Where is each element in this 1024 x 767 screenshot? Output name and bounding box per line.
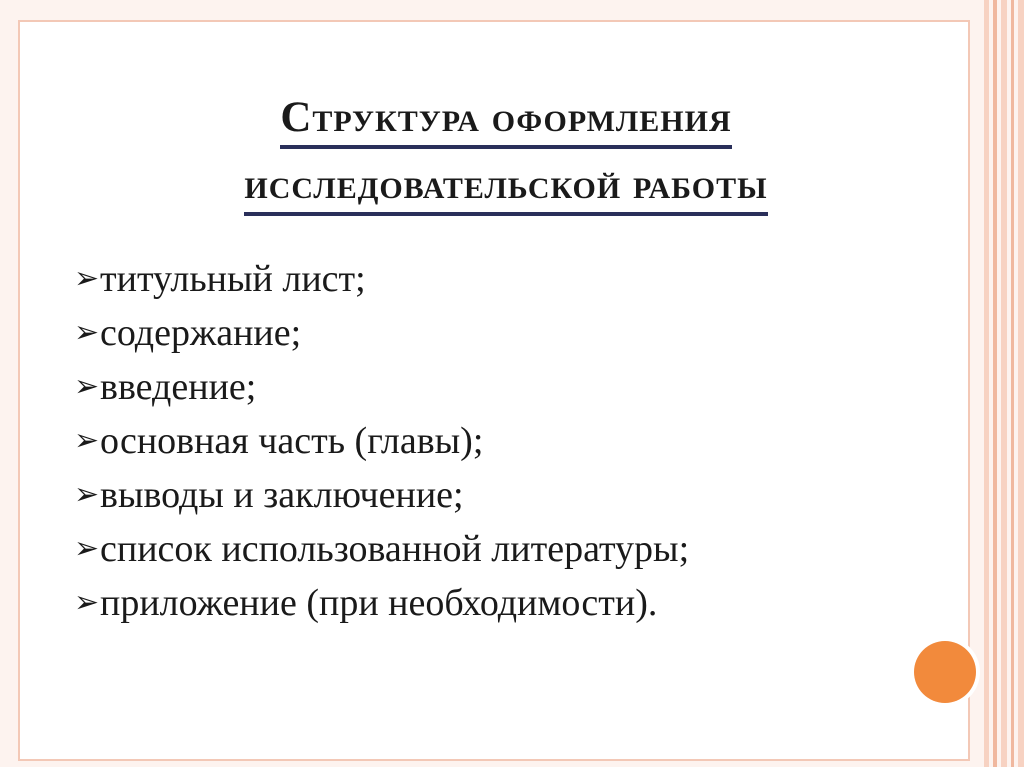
arrow-bullet-icon: ➢ — [74, 315, 100, 350]
arrow-bullet-icon: ➢ — [74, 423, 100, 458]
list-item — [74, 414, 689, 468]
title-line-1: Структура оформления — [280, 96, 731, 149]
list-item-text: выводы и заключение; — [100, 474, 464, 516]
title-line-2: исследовательской работы — [244, 163, 767, 216]
slide-title — [0, 96, 1012, 216]
arrow-bullet-icon: ➢ — [74, 477, 100, 512]
arrow-bullet-icon: ➢ — [74, 261, 100, 296]
orange-circle-decoration — [914, 641, 976, 703]
list-item-text: приложение (при необходимости). — [100, 582, 658, 624]
list-item-text: содержание; — [100, 312, 302, 354]
list-item — [74, 468, 689, 522]
list-item-text: основная часть (главы); — [100, 420, 484, 462]
arrow-bullet-icon: ➢ — [74, 585, 100, 620]
arrow-bullet-icon: ➢ — [74, 531, 100, 566]
list-item — [74, 576, 689, 630]
list-item — [74, 252, 689, 306]
stripe — [1018, 0, 1024, 767]
list-item-text: список использованной литературы; — [100, 528, 690, 570]
arrow-bullet-icon: ➢ — [74, 369, 100, 404]
list-item — [74, 306, 689, 360]
bullet-list — [74, 252, 689, 630]
list-item — [74, 522, 689, 576]
list-item — [74, 360, 689, 414]
list-item-text: введение; — [100, 366, 257, 408]
list-item-text: титульный лист; — [100, 258, 366, 300]
